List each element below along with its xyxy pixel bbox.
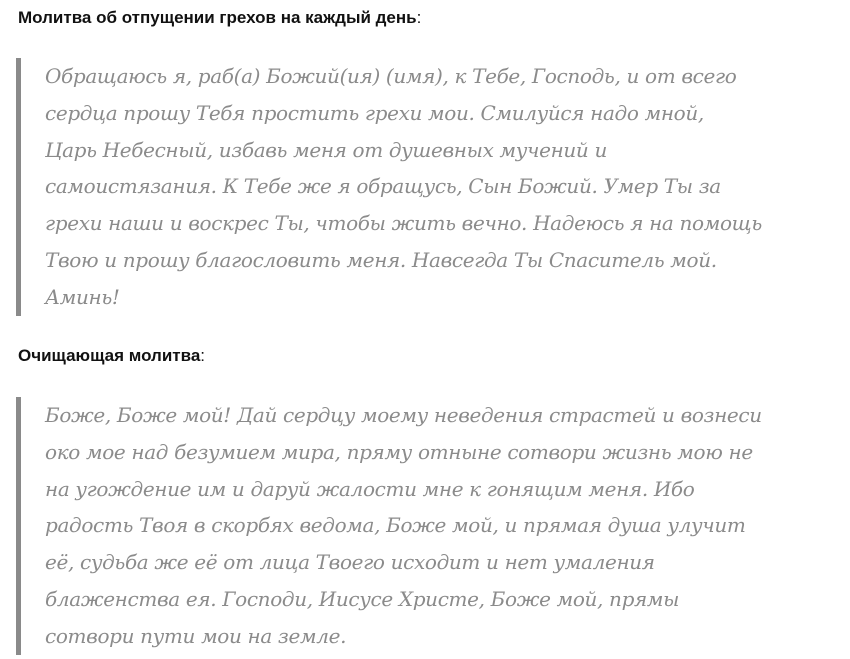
quote-line: Обращаюсь я, раб(а) Божий(ия) (имя), к Тебе, Господь, и от всего — [45, 64, 737, 88]
quote-line: Аминь! — [45, 284, 120, 309]
section-heading-title: Молитва об отпущении грехов на каждый день — [18, 8, 417, 27]
section-heading-colon: : — [416, 8, 422, 27]
quote-line: на угождение им и даруй жалости мне к гонящим меня. Ибо — [45, 476, 695, 501]
quote-line: радость Твоя в скорбях ведома, Боже мой, и прямая душа улучит — [45, 513, 746, 538]
quote-line: самоистязания. К Тебе же я обращусь, Сын Божий. Умер Ты за — [45, 174, 721, 199]
quote-line: её, судьба же её от лица Твоего исходит и нет умаления — [45, 550, 655, 575]
section-heading-cleansing-prayer — [18, 346, 205, 366]
quote-line: сотвори пути мои на земле. — [45, 623, 347, 648]
section-heading-colon: : — [200, 346, 206, 365]
quote-line: Твою и прошу благословить меня. Навсегда Ты Спаситель мой. — [45, 247, 717, 272]
section-heading-daily-prayer — [18, 8, 421, 28]
quote-line: сердца прошу Тебя простить грехи мои. Смилуйся надо мной, — [45, 100, 704, 125]
prayer-quote-cleansing — [16, 397, 816, 655]
quote-line: грехи наши и воскрес Ты, чтобы жить вечно. Надеюсь я на помощь — [45, 211, 762, 236]
quote-line: Боже, Боже мой! Дай сердцу моему неведения страстей и вознеси — [45, 403, 762, 427]
quote-line: Царь Небесный, избавь меня от душевных мучений и — [45, 137, 607, 162]
prayer-quote-daily — [16, 58, 816, 316]
quote-line: блаженства ея. Господи, Иисусе Христе, Боже мой, прямы — [45, 586, 680, 611]
quote-line: око мое над безумием мира, пряму отныне сотвори жизнь мою не — [45, 439, 753, 464]
section-heading-title: Очищающая молитва — [18, 346, 201, 365]
